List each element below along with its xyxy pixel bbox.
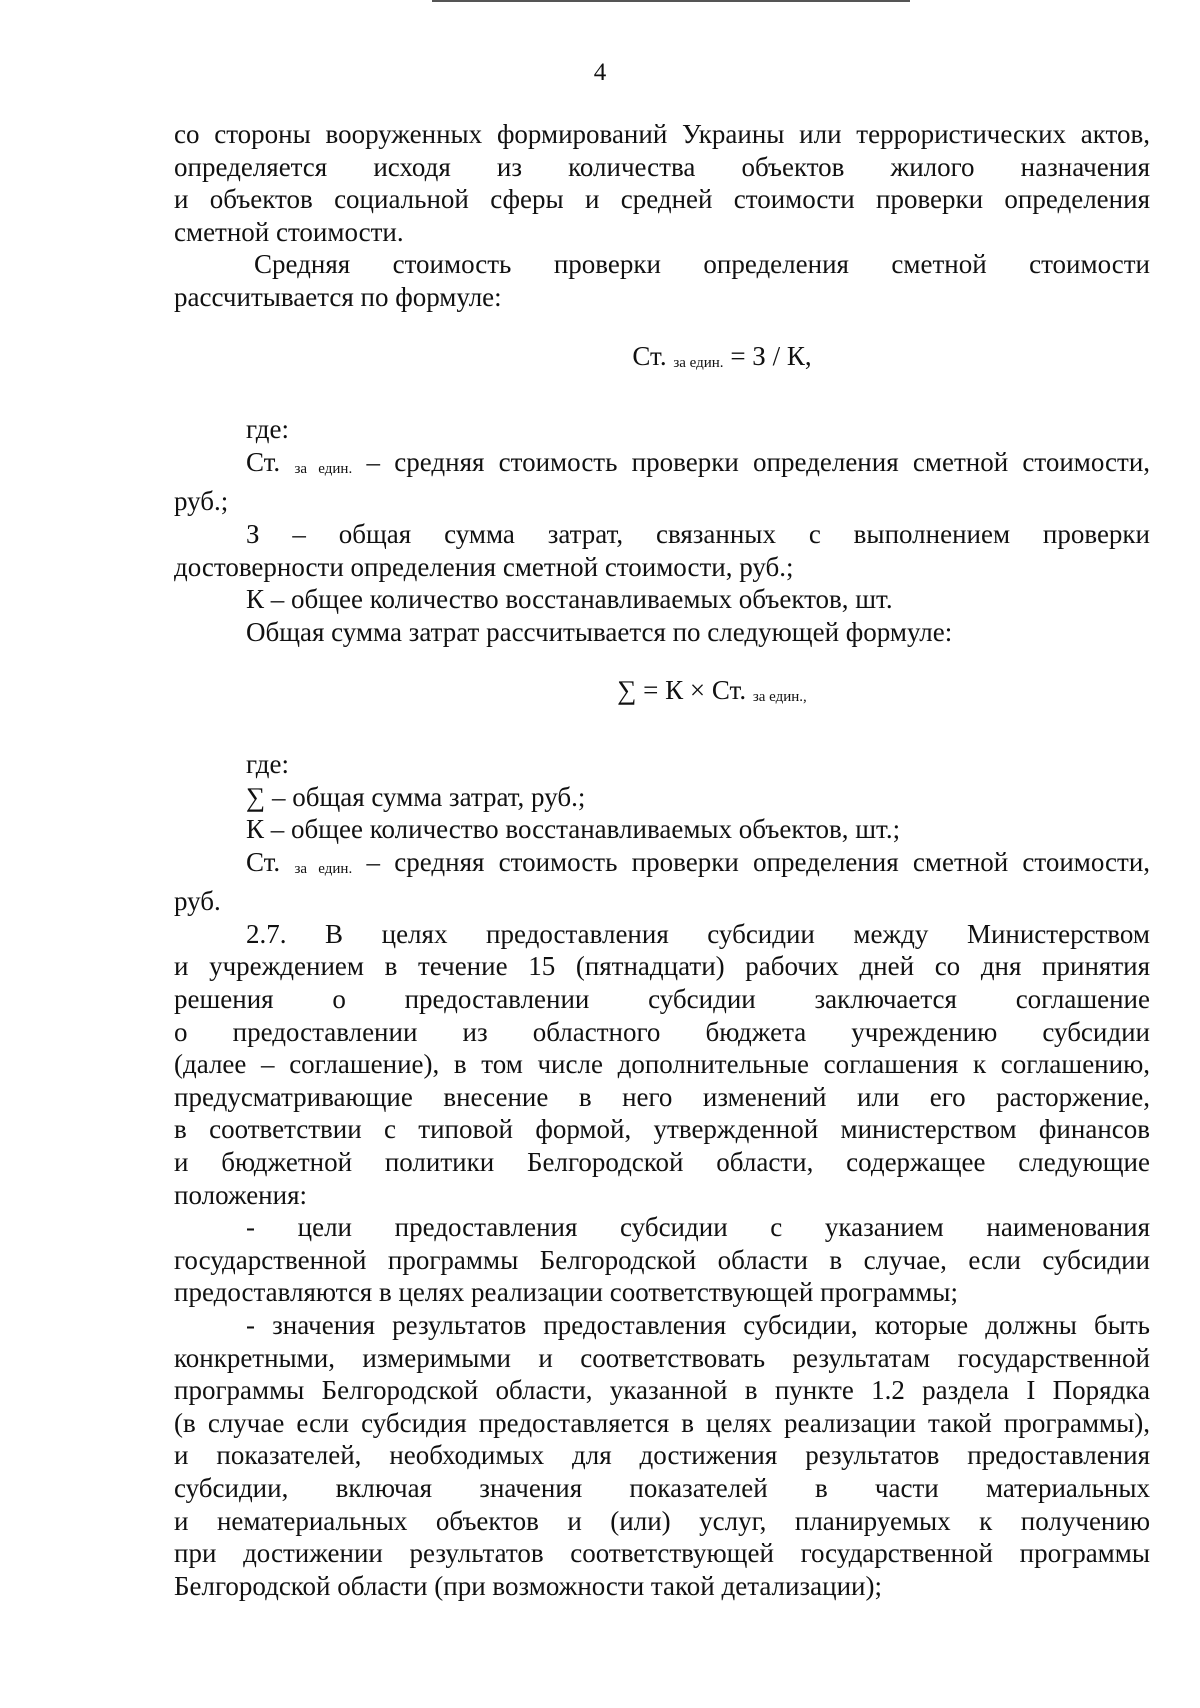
text-line: где: <box>246 748 289 779</box>
bullet-line: - цели предоставления субсидии с указанием наименования <box>246 1212 1150 1243</box>
text-line: руб.; <box>174 486 229 517</box>
text-line: Средняя стоимость проверки определения сметной стоимости <box>254 249 1150 280</box>
definition-line: ∑ – общая сумма затрат, руб.; <box>246 781 586 812</box>
text-line: программы Белгородской области, указанной в пункте 1.2 раздела I Порядка <box>174 1375 1150 1406</box>
text-line: (в случае если субсидия предоставляется в целях реализации такой программы), <box>174 1407 1150 1438</box>
text-line: положения: <box>174 1179 307 1210</box>
definition-line: К – общее количество восстанавливаемых объектов, шт.; <box>246 814 901 845</box>
formula-total-cost: ∑ = К × Ст. за един., <box>617 675 807 706</box>
text-line: о предоставлении из областного бюджета учреждению субсидии <box>174 1016 1150 1047</box>
document-body <box>174 118 1150 1602</box>
definition-line: Ст. за един. – средняя стоимость проверки определения сметной стоимости, <box>246 846 1151 877</box>
definition-line: З – общая сумма затрат, связанных с выполнением проверки <box>246 518 1150 549</box>
text-line: (далее – соглашение), в том числе дополнительные соглашения к соглашению, <box>174 1049 1150 1080</box>
text-line: и объектов социальной сферы и средней стоимости проверки определения <box>174 184 1150 215</box>
text-line: и учреждением в течение 15 (пятнадцати) рабочих дней со дня принятия <box>174 951 1150 982</box>
text-line: определяется исходя из количества объектов жилого назначения <box>174 151 1150 182</box>
text-line: предусматривающие внесение в него изменений или его расторжение, <box>174 1081 1150 1112</box>
definition-line: Ст. за един. – средняя стоимость проверки определения сметной стоимости, <box>246 446 1151 477</box>
text-line: государственной программы Белгородской области в случае, если субсидии <box>174 1244 1150 1275</box>
text-line: и показателей, необходимых для достижения результатов предоставления <box>174 1440 1150 1471</box>
text-line: решения о предоставлении субсидии заключается соглашение <box>174 984 1150 1015</box>
text-line: предоставляются в целях реализации соответствующей программы; <box>174 1277 958 1308</box>
section-2-7-line: 2.7. В целях предоставления субсидии между Министерством <box>246 918 1150 949</box>
text-line: и нематериальных объектов и (или) услуг, планируемых к получению <box>174 1505 1150 1536</box>
text-line: Белгородской области (при возможности такой детализации); <box>174 1570 882 1601</box>
formula-average-cost: Ст. за един. = З / К, <box>632 340 812 371</box>
text-line: где: <box>246 414 289 445</box>
top-rule <box>432 0 910 2</box>
text-line: субсидии, включая значения показателей в части материальных <box>174 1472 1150 1503</box>
page-number: 4 <box>593 59 607 86</box>
bullet-line: - значения результатов предоставления субсидии, которые должны быть <box>246 1310 1150 1340</box>
text-line: руб. <box>174 886 221 917</box>
definition-line: К – общее количество восстанавливаемых объектов, шт. <box>246 584 893 615</box>
text-line: Общая сумма затрат рассчитывается по следующей формуле: <box>246 616 953 647</box>
text-line: и бюджетной политики Белгородской области, содержащее следующие <box>174 1147 1150 1178</box>
text-line: со стороны вооруженных формирований Украины или террористических актов, <box>174 119 1150 149</box>
text-line: рассчитывается по формуле: <box>174 281 502 312</box>
text-line: сметной стоимости. <box>174 216 404 247</box>
text-line: достоверности определения сметной стоимости, руб.; <box>174 551 794 582</box>
text-line: конкретными, измеримыми и соответствовать результатам государственной <box>174 1342 1150 1373</box>
text-line: при достижении результатов соответствующей государственной программы <box>174 1538 1150 1569</box>
text-line: в соответствии с типовой формой, утвержденной министерством финансов <box>174 1114 1150 1145</box>
